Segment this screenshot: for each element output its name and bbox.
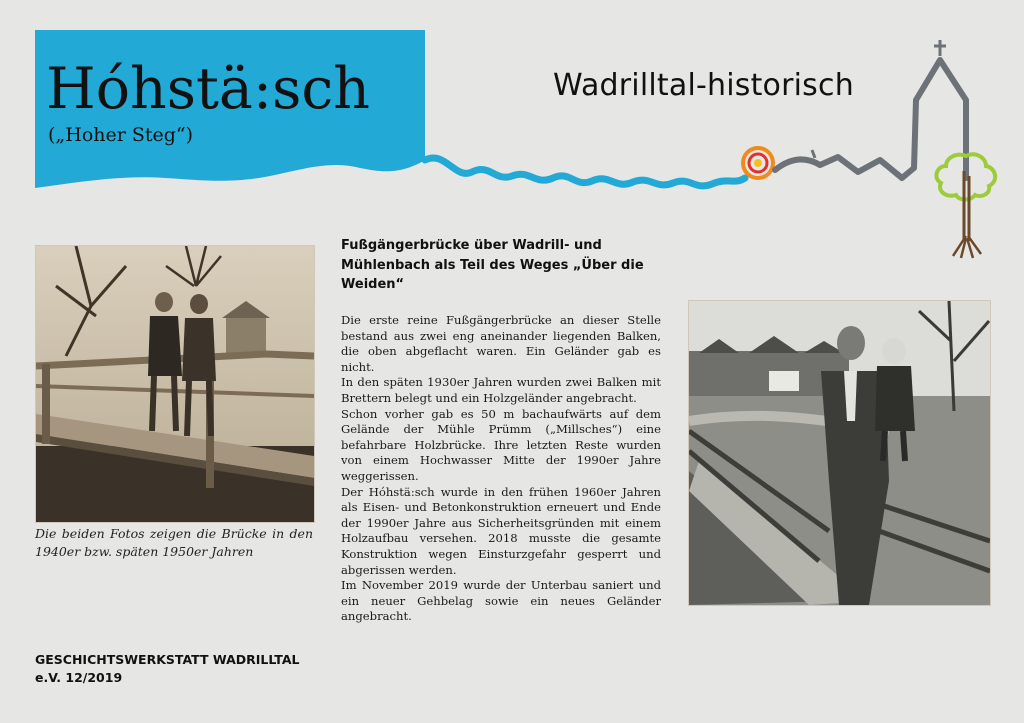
brand-name: Wadrilltal-historisch xyxy=(553,68,854,103)
river-line xyxy=(425,158,745,186)
historic-photo-1950s xyxy=(688,300,991,606)
article-paragraph: Die erste reine Fußgängerbrücke an dieser Stelle bestand aus zwei eng aneinander liegenden Balken, die oben abgeflacht waren. Ein Geländer gab es nicht. xyxy=(341,313,661,374)
page-title: Hóhstä:sch xyxy=(46,56,370,122)
article-paragraph: Im November 2019 wurde der Unterbau saniert und ein neuer Gehbelag sowie ein neues Geländer angebracht. xyxy=(341,578,661,624)
photo-caption: Die beiden Fotos zeigen die Brücke in den 1940er bzw. späten 1950er Jahren xyxy=(35,526,313,559)
article-paragraph: Schon vorher gab es 50 m bachaufwärts auf dem Gelände der Mühle Prümm („Millsches“) eine befahrbare Holzbrücke. Ihre letzten Reste wurden von einem Hochwasser Mitte der 1990er Jahre weggerissen. xyxy=(341,406,661,483)
article-paragraph: Der Hóhstä:sch wurde in den frühen 1960er Jahren als Eisen- und Betonkonstruktion erneuert und Ende der 1990er Jahre aus Sicherheitsgründen mit einem Holzaufbau versehen. 2018 musste die gesamte Konstruktion wegen Einsturzgefahr gesperrt und abgerissen werden. xyxy=(341,484,661,577)
sun-icon xyxy=(743,148,773,178)
page-subtitle: („Hoher Steg“) xyxy=(48,124,194,146)
tree-icon xyxy=(931,146,1001,266)
footer-date: e.V. 12/2019 xyxy=(35,670,123,685)
article-body xyxy=(341,313,661,625)
article-paragraph: In den späten 1930er Jahren wurden zwei Balken mit Brettern belegt und ein Holzgeländer angebracht. xyxy=(341,375,661,405)
footer-organization: GESCHICHTSWERKSTATT WADRILLTAL xyxy=(35,652,300,667)
article-heading: Fußgängerbrücke über Wadrill- und Mühlenbach als Teil des Weges „Über die Weiden“ xyxy=(341,238,644,292)
header-banner xyxy=(0,0,1024,215)
historic-photo-1940s xyxy=(35,245,315,523)
footer-credit xyxy=(35,651,299,687)
